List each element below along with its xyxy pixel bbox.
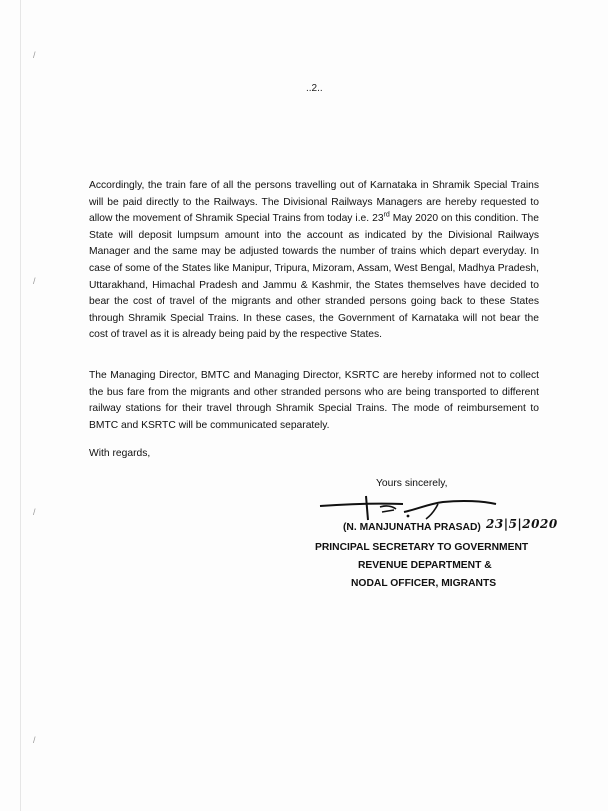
scan-margin-mark: / — [33, 735, 36, 745]
scan-margin-mark: / — [33, 276, 36, 286]
scan-margin-mark: / — [33, 50, 36, 60]
page-number: ..2.. — [306, 83, 323, 94]
paragraph-text: Accordingly, the train fare of all the persons travelling out of Karnataka in Shramik Special Trains will be paid directly to the Railways. The Divisional Railways Managers are hereby requested to allow the movement of Shramik Special Trains from today i.e. 23 — [89, 180, 539, 225]
body-paragraph: The Managing Director, BMTC and Managing Director, KSRTC are hereby informed not to collect the bus fare from the migrants and other stranded persons who are being transported to different railway stations for their travel through Shramik Special Trains. The mode of reimbursement to BMTC and KSRTC will be communicated separately. — [89, 370, 539, 431]
handwritten-signature — [318, 492, 498, 524]
signatory-name: (N. MANJUNATHA PRASAD) — [343, 522, 481, 533]
closing-line: Yours sincerely, — [376, 478, 448, 489]
signatory-role: NODAL OFFICER, MIGRANTS — [351, 578, 497, 589]
scan-page-edge — [20, 0, 21, 811]
signatory-department: REVENUE DEPARTMENT & — [358, 560, 492, 571]
body-paragraph — [89, 178, 539, 344]
scan-margin-mark: / — [33, 507, 36, 517]
ordinal-suffix: rd — [383, 211, 390, 219]
signatory-title: PRINCIPAL SECRETARY TO GOVERNMENT — [315, 542, 529, 553]
paragraph-text: May 2020 on this condition. The State will deposit lumpsum amount into the account as indicated by the Divisional Railways Manager and the same may be adjusted towards the number of trains which depart everyday. In case of some of the States like Manipur, Tripura, Mizoram, Assam, West Bengal, Madhya Pradesh, Uttarakhand, Himachal Pradesh and Jammu & Kashmir, the States themselves have decided to bear the cost of travel of the migrants and other stranded persons going back to these States through Shramik Special Trains. In these cases, the Government of Karnataka will not bear the cost of travel as it is already being paid by the respective States. — [89, 213, 540, 341]
handwritten-date: 23|5|2020 — [486, 517, 558, 531]
regards-line: With regards, — [89, 448, 151, 459]
